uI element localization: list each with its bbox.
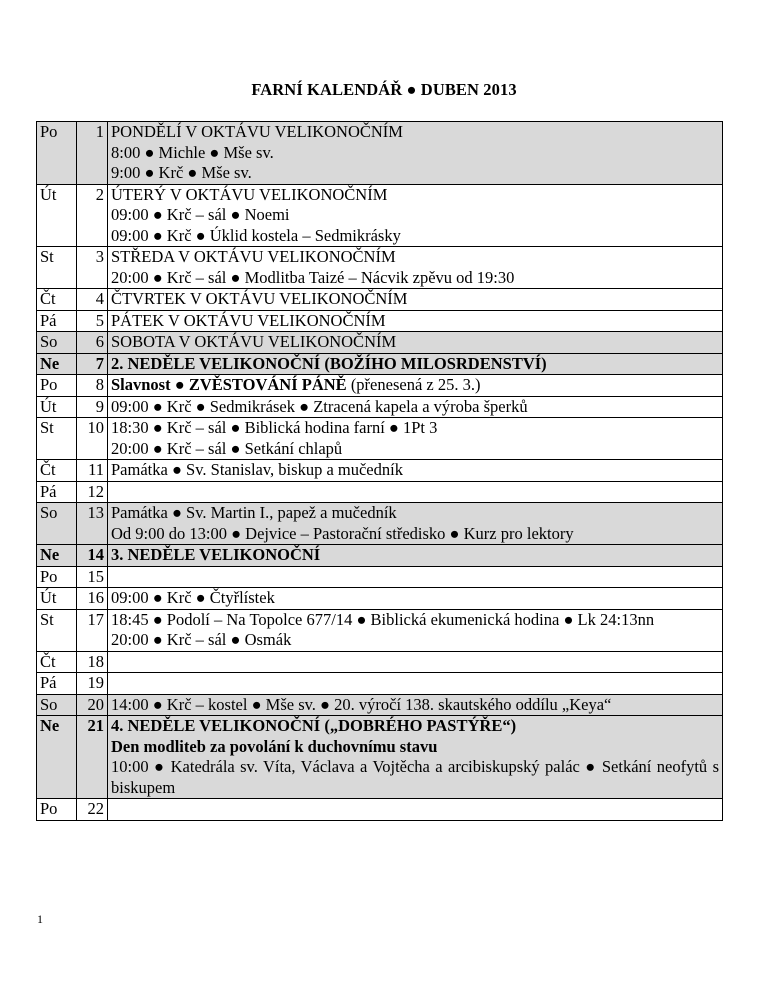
event-line <box>111 311 719 332</box>
weekday-cell: Pá <box>37 310 77 332</box>
event-text: Den modliteb za povolání k duchovnímu stavu <box>111 736 438 756</box>
event-line <box>111 439 719 460</box>
date-cell: 6 <box>77 332 108 354</box>
event-cell <box>108 588 723 610</box>
event-line <box>111 375 719 396</box>
event-text: PONDĚLÍ V OKTÁVU VELIKONOČNÍM <box>111 122 403 141</box>
calendar-row <box>37 375 723 397</box>
event-text: 10:00 ● Katedrála sv. Víta, Václava a Vojtěcha a arcibiskupský palác ● Setkání neofytů s biskupem <box>111 757 719 797</box>
event-line <box>111 673 719 694</box>
event-text: ÚTERÝ V OKTÁVU VELIKONOČNÍM <box>111 184 388 204</box>
calendar-table <box>36 121 723 821</box>
weekday-cell: Po <box>37 122 77 185</box>
event-text: 2. NEDĚLE VELIKONOČNÍ (BOŽÍHO MILOSRDENSTVÍ) <box>111 353 547 373</box>
weekday-cell: St <box>37 247 77 289</box>
calendar-row <box>37 460 723 482</box>
calendar-row <box>37 332 723 354</box>
date-cell: 3 <box>77 247 108 289</box>
calendar-row <box>37 247 723 289</box>
event-line <box>111 588 719 609</box>
event-cell <box>108 566 723 588</box>
event-line <box>111 652 719 673</box>
event-text: SOBOTA V OKTÁVU VELIKONOČNÍM <box>111 332 397 351</box>
event-text: 4. NEDĚLE VELIKONOČNÍ („DOBRÉHO PASTÝŘE“) <box>111 716 517 735</box>
date-cell: 22 <box>77 799 108 821</box>
calendar-row <box>37 799 723 821</box>
calendar-row <box>37 289 723 311</box>
event-text: 09:00 ● Krč ● Úklid kostela – Sedmikrásky <box>111 225 401 245</box>
event-text: 09:00 ● Krč ● Sedmikrásek ● Ztracená kapela a výroba šperků <box>111 396 528 416</box>
weekday-cell: St <box>37 418 77 460</box>
calendar-row <box>37 310 723 332</box>
date-cell: 4 <box>77 289 108 311</box>
page-number: 1 <box>37 912 43 926</box>
event-text: 9:00 ● Krč ● Mše sv. <box>111 163 252 182</box>
weekday-cell: Pá <box>37 673 77 695</box>
calendar-row <box>37 122 723 185</box>
event-cell <box>108 481 723 503</box>
calendar-row <box>37 503 723 545</box>
event-cell <box>108 396 723 418</box>
weekday-cell: Po <box>37 799 77 821</box>
event-line <box>111 799 719 820</box>
weekday-cell: Út <box>37 396 77 418</box>
weekday-cell: Ne <box>37 353 77 375</box>
weekday-cell: So <box>37 694 77 716</box>
event-line <box>111 567 719 588</box>
event-line <box>111 524 719 545</box>
event-line <box>111 289 719 310</box>
date-cell: 11 <box>77 460 108 482</box>
calendar-row <box>37 673 723 695</box>
event-cell <box>108 289 723 311</box>
event-line <box>111 354 719 375</box>
event-line <box>111 545 719 566</box>
date-cell: 13 <box>77 503 108 545</box>
calendar-row <box>37 184 723 247</box>
event-text: ČTVRTEK V OKTÁVU VELIKONOČNÍM <box>111 289 408 308</box>
date-cell: 16 <box>77 588 108 610</box>
event-line <box>111 737 719 758</box>
date-cell: 20 <box>77 694 108 716</box>
calendar-row <box>37 609 723 651</box>
date-cell: 17 <box>77 609 108 651</box>
event-text: Slavnost ● ZVĚSTOVÁNÍ PÁNĚ <box>111 375 347 394</box>
event-text: 20:00 ● Krč – sál ● Setkání chlapů <box>111 438 343 458</box>
event-line <box>111 247 719 268</box>
event-line <box>111 503 719 524</box>
event-line <box>111 610 719 631</box>
event-text: STŘEDA V OKTÁVU VELIKONOČNÍM <box>111 247 396 266</box>
event-text: Od 9:00 do 13:00 ● Dejvice – Pastorační středisko ● Kurz pro lektory <box>111 523 574 543</box>
event-text: 20:00 ● Krč – sál ● Modlitba Taizé – Nácvik zpěvu od 19:30 <box>111 267 515 287</box>
weekday-cell: St <box>37 609 77 651</box>
event-line <box>111 695 719 716</box>
event-cell <box>108 694 723 716</box>
event-text: 09:00 ● Krč – sál ● Noemi <box>111 205 290 224</box>
event-cell <box>108 651 723 673</box>
event-line <box>111 268 719 289</box>
event-line <box>111 226 719 247</box>
event-text: Památka ● Sv. Martin I., papež a mučedník <box>111 503 397 522</box>
event-cell <box>108 375 723 397</box>
calendar-row <box>37 566 723 588</box>
event-text: 8:00 ● Michle ● Mše sv. <box>111 142 274 162</box>
weekday-cell: Po <box>37 375 77 397</box>
date-cell: 19 <box>77 673 108 695</box>
event-line <box>111 205 719 226</box>
event-line <box>111 418 719 439</box>
date-cell: 21 <box>77 716 108 799</box>
event-cell <box>108 247 723 289</box>
event-line <box>111 143 719 164</box>
weekday-cell: Út <box>37 184 77 247</box>
event-line <box>111 757 719 798</box>
event-cell <box>108 122 723 185</box>
event-cell <box>108 184 723 247</box>
event-cell <box>108 460 723 482</box>
weekday-cell: Čt <box>37 289 77 311</box>
event-text: 18:30 ● Krč – sál ● Biblická hodina farní ● 1Pt 3 <box>111 418 438 437</box>
calendar-row <box>37 545 723 567</box>
event-line <box>111 460 719 481</box>
event-line <box>111 716 719 737</box>
event-text: 20:00 ● Krč – sál ● Osmák <box>111 630 292 649</box>
weekday-cell: Út <box>37 588 77 610</box>
event-line <box>111 630 719 651</box>
date-cell: 18 <box>77 651 108 673</box>
weekday-cell: So <box>37 503 77 545</box>
calendar-row <box>37 481 723 503</box>
event-cell <box>108 799 723 821</box>
weekday-cell: Ne <box>37 545 77 567</box>
weekday-cell: Čt <box>37 460 77 482</box>
event-cell <box>108 332 723 354</box>
date-cell: 10 <box>77 418 108 460</box>
weekday-cell: Po <box>37 566 77 588</box>
event-cell <box>108 716 723 799</box>
event-text: Památka ● Sv. Stanislav, biskup a mučedník <box>111 460 403 479</box>
date-cell: 14 <box>77 545 108 567</box>
event-text: PÁTEK V OKTÁVU VELIKONOČNÍM <box>111 310 386 330</box>
date-cell: 15 <box>77 566 108 588</box>
date-cell: 2 <box>77 184 108 247</box>
event-text: 3. NEDĚLE VELIKONOČNÍ <box>111 545 321 564</box>
event-cell <box>108 418 723 460</box>
weekday-cell: Pá <box>37 481 77 503</box>
event-line <box>111 163 719 184</box>
calendar-row <box>37 396 723 418</box>
weekday-cell: Čt <box>37 651 77 673</box>
calendar-row <box>37 418 723 460</box>
page-title: FARNÍ KALENDÁŘ ● DUBEN 2013 <box>251 80 517 99</box>
date-cell: 9 <box>77 396 108 418</box>
calendar-row <box>37 694 723 716</box>
date-cell: 8 <box>77 375 108 397</box>
calendar-row <box>37 588 723 610</box>
calendar-row <box>37 353 723 375</box>
calendar-body <box>37 122 723 821</box>
event-line <box>111 482 719 503</box>
event-text: 09:00 ● Krč ● Čtyřlístek <box>111 588 275 607</box>
event-note: (přenesená z 25. 3.) <box>346 375 481 394</box>
event-line <box>111 122 719 143</box>
event-cell <box>108 353 723 375</box>
event-cell <box>108 673 723 695</box>
event-cell <box>108 310 723 332</box>
date-cell: 5 <box>77 310 108 332</box>
weekday-cell: So <box>37 332 77 354</box>
event-text: 14:00 ● Krč – kostel ● Mše sv. ● 20. výročí 138. skautského oddílu „Keya“ <box>111 694 612 714</box>
date-cell: 1 <box>77 122 108 185</box>
event-line <box>111 397 719 418</box>
weekday-cell: Ne <box>37 716 77 799</box>
event-text: 18:45 ● Podolí – Na Topolce 677/14 ● Biblická ekumenická hodina ● Lk 24:13nn <box>111 609 655 629</box>
event-cell <box>108 609 723 651</box>
calendar-row <box>37 716 723 799</box>
event-line <box>111 185 719 206</box>
event-cell <box>108 503 723 545</box>
event-cell <box>108 545 723 567</box>
event-line <box>111 332 719 353</box>
date-cell: 7 <box>77 353 108 375</box>
calendar-row <box>37 651 723 673</box>
date-cell: 12 <box>77 481 108 503</box>
